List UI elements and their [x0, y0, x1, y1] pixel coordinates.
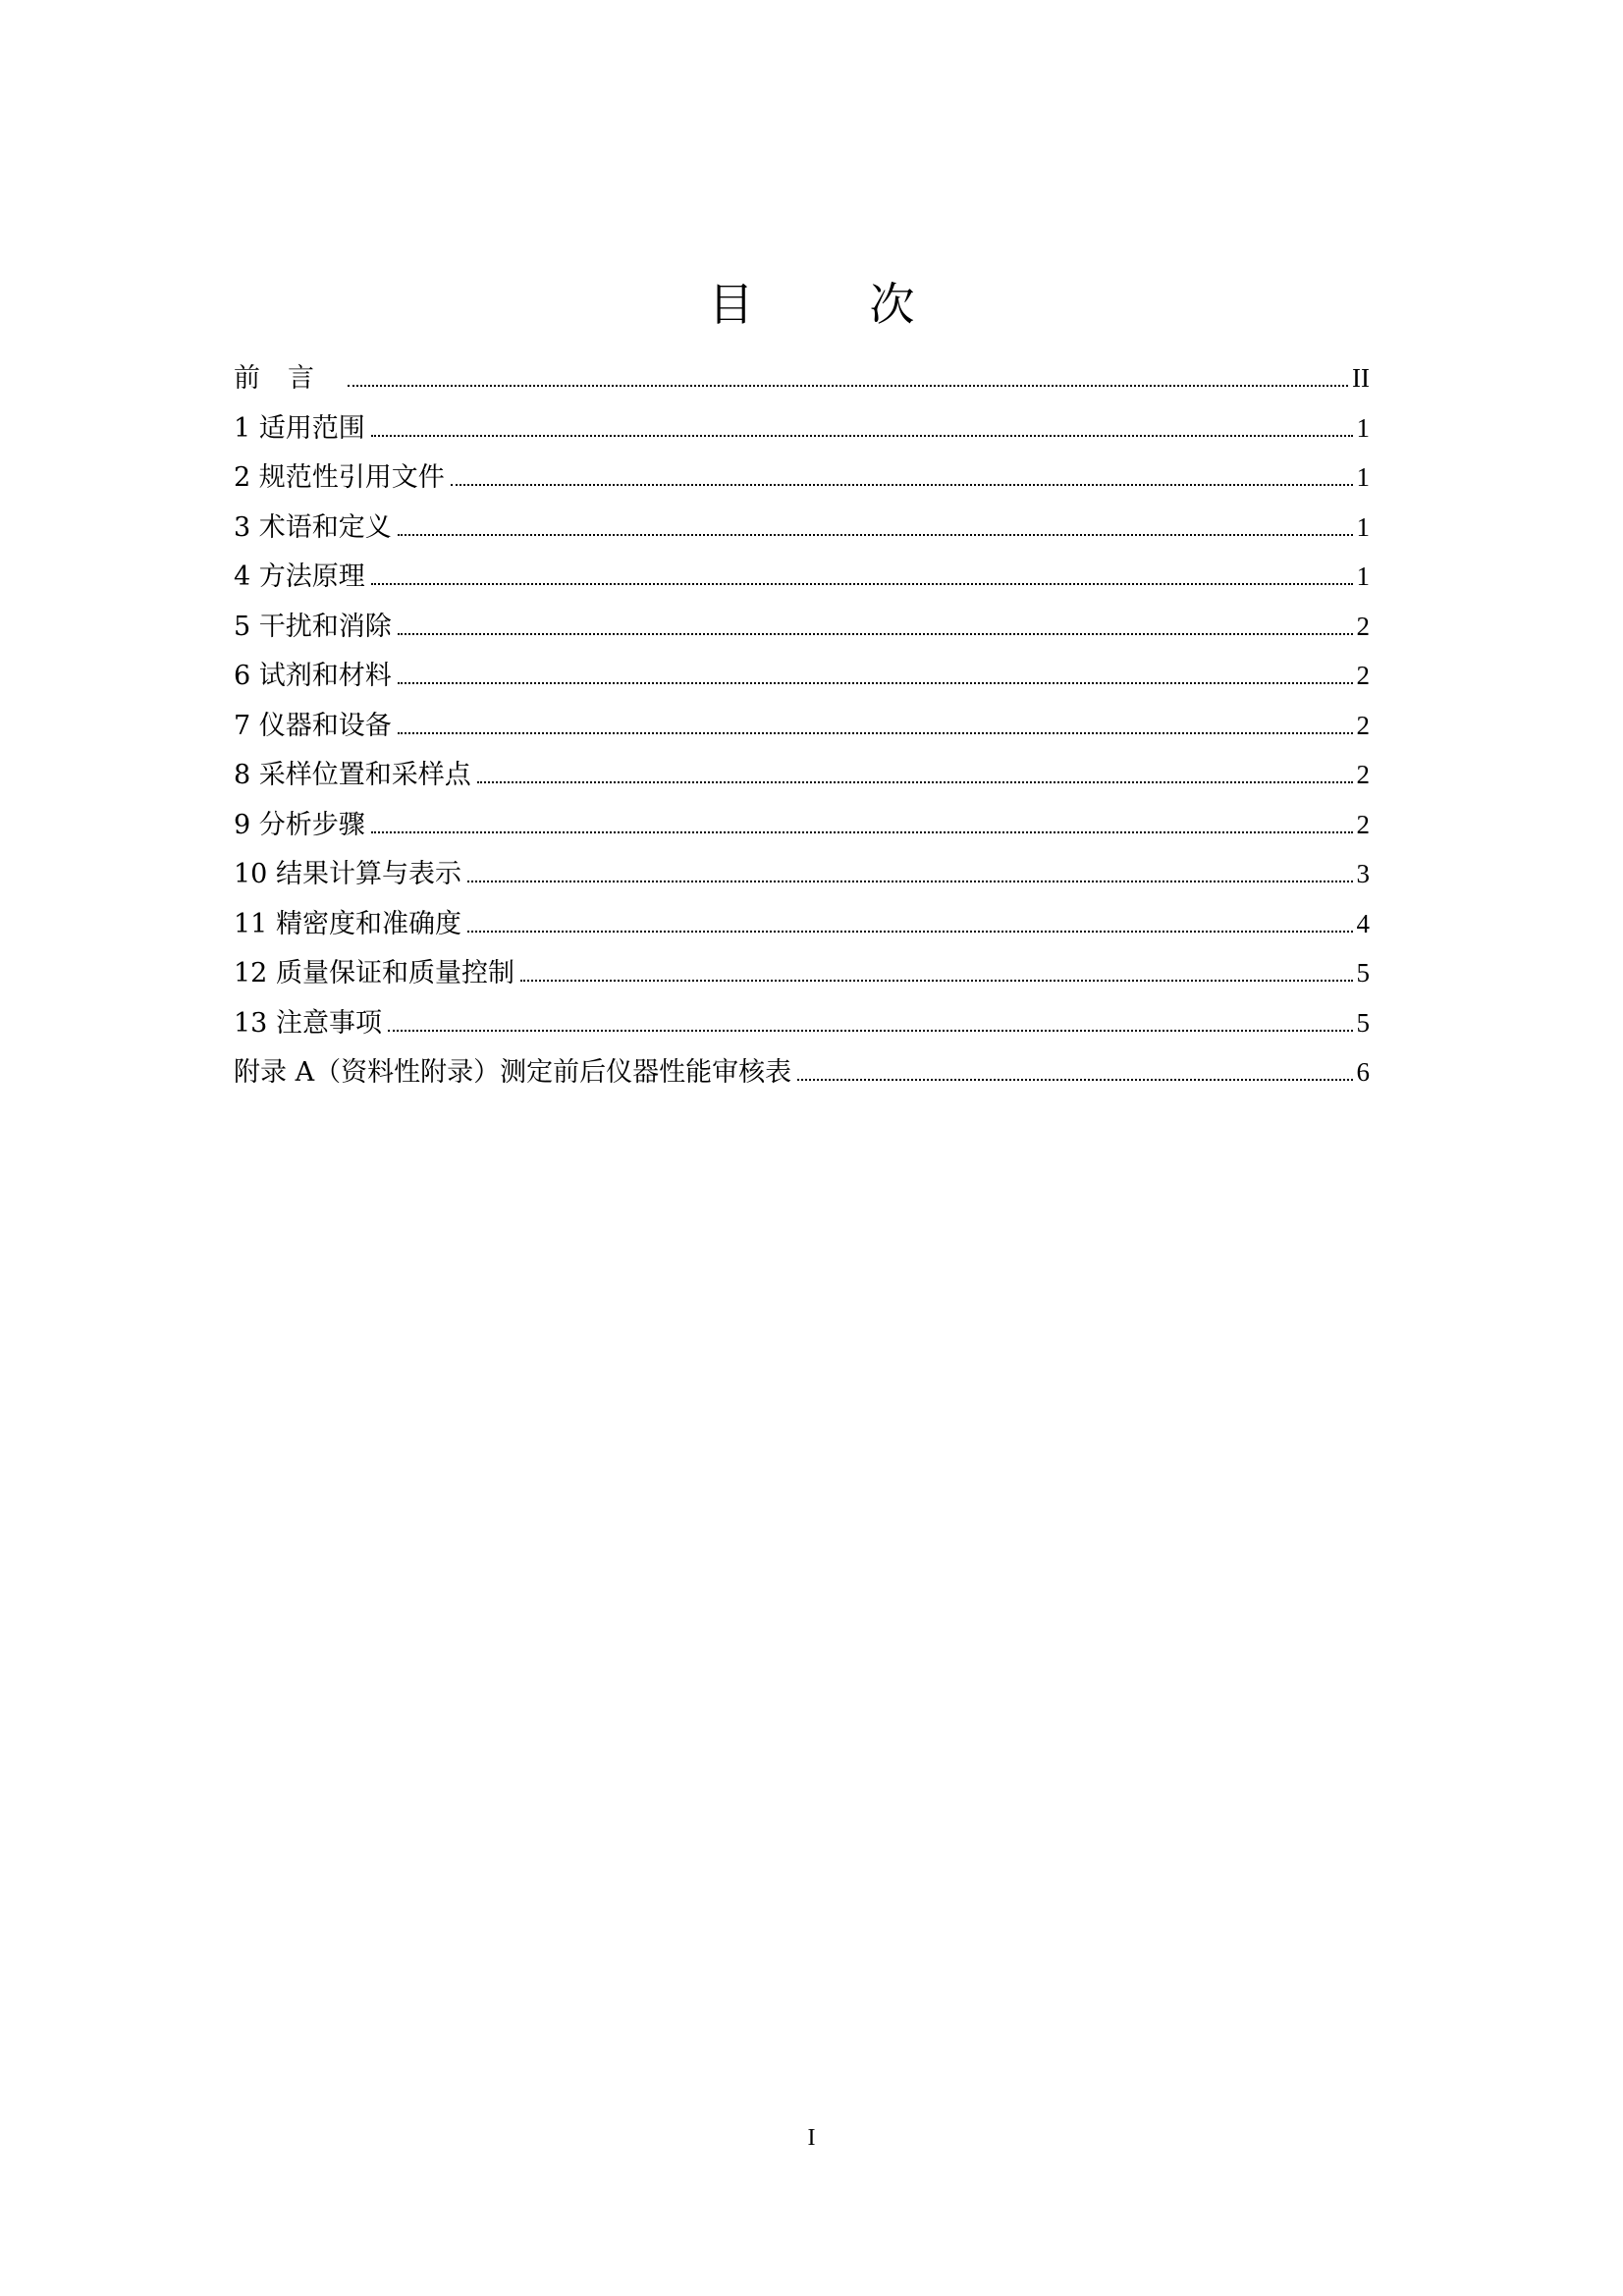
toc-entry-page: 2 — [1356, 760, 1370, 789]
toc-entry-page: 1 — [1356, 561, 1370, 591]
toc-entry-11[interactable] — [234, 899, 1370, 949]
toc-entry-label: 附录 A（资料性附录）测定前后仪器性能审核表 — [234, 1057, 792, 1088]
toc-entry-7[interactable] — [234, 701, 1370, 751]
toc-entry-2[interactable] — [234, 453, 1370, 503]
toc-entry-page: 1 — [1356, 511, 1370, 542]
toc-leader-dots — [398, 682, 1353, 684]
toc-entry-label: 9 分析步骤 — [234, 809, 365, 840]
toc-entry-label: 7 仪器和设备 — [234, 710, 392, 741]
toc-entry-label: 6 试剂和材料 — [234, 661, 392, 691]
toc-leader-dots — [398, 633, 1353, 635]
toc-entry-label: 5 干扰和消除 — [234, 611, 392, 642]
toc-entry-label: 2 规范性引用文件 — [234, 462, 445, 493]
toc-entry-page: 3 — [1356, 859, 1370, 888]
page-title: 目 次 — [708, 278, 950, 331]
table-of-contents — [234, 353, 1370, 1097]
toc-entry-4[interactable] — [234, 552, 1370, 602]
toc-entry-label: 1 适用范围 — [234, 412, 365, 444]
toc-leader-dots — [477, 781, 1353, 783]
toc-entry-label: 12 质量保证和质量控制 — [234, 958, 514, 988]
toc-entry-13[interactable] — [234, 998, 1370, 1048]
toc-entry-label: 3 术语和定义 — [234, 511, 392, 543]
toc-entry-page: 6 — [1356, 1057, 1370, 1087]
toc-entry-page: II — [1352, 363, 1370, 393]
toc-entry-1[interactable] — [234, 403, 1370, 454]
toc-entry-10[interactable] — [234, 849, 1370, 899]
toc-entry-page: 4 — [1356, 908, 1370, 938]
toc-leader-dots — [797, 1079, 1352, 1081]
toc-entry-label: 10 结果计算与表示 — [234, 859, 461, 889]
toc-entry-label: 11 精密度和准确度 — [234, 908, 461, 939]
toc-leader-dots — [398, 534, 1353, 536]
toc-leader-dots — [467, 931, 1353, 933]
toc-entry-label: 4 方法原理 — [234, 561, 365, 592]
toc-entry-page: 5 — [1356, 958, 1370, 988]
toc-entry-label: 13 注意事项 — [234, 1007, 382, 1039]
toc-leader-dots — [451, 484, 1353, 486]
toc-leader-dots — [388, 1030, 1353, 1032]
toc-entry-page: 1 — [1356, 412, 1370, 443]
toc-entry-appendix-a[interactable] — [234, 1047, 1370, 1097]
toc-entry-12[interactable] — [234, 948, 1370, 998]
toc-entry-page: 5 — [1356, 1007, 1370, 1038]
toc-entry-page: 2 — [1356, 661, 1370, 690]
toc-leader-dots — [348, 385, 1348, 387]
toc-entry-3[interactable] — [234, 503, 1370, 553]
toc-entry-9[interactable] — [234, 800, 1370, 850]
toc-leader-dots — [371, 435, 1353, 437]
toc-entry-label: 8 采样位置和采样点 — [234, 760, 471, 790]
toc-leader-dots — [398, 732, 1353, 734]
toc-leader-dots — [520, 980, 1353, 982]
toc-entry-page: 2 — [1356, 710, 1370, 740]
toc-entry-page: 1 — [1356, 462, 1370, 492]
toc-entry-5[interactable] — [234, 602, 1370, 652]
toc-entry-page: 2 — [1356, 809, 1370, 839]
toc-entry-6[interactable] — [234, 651, 1370, 701]
toc-leader-dots — [371, 831, 1353, 833]
toc-entry-page: 2 — [1356, 611, 1370, 641]
page-number: I — [807, 2125, 816, 2151]
toc-entry-8[interactable] — [234, 750, 1370, 800]
toc-leader-dots — [467, 881, 1353, 882]
toc-entry-label: 前言 — [234, 363, 342, 394]
toc-leader-dots — [371, 583, 1353, 585]
toc-entry-foreword[interactable] — [234, 353, 1370, 403]
